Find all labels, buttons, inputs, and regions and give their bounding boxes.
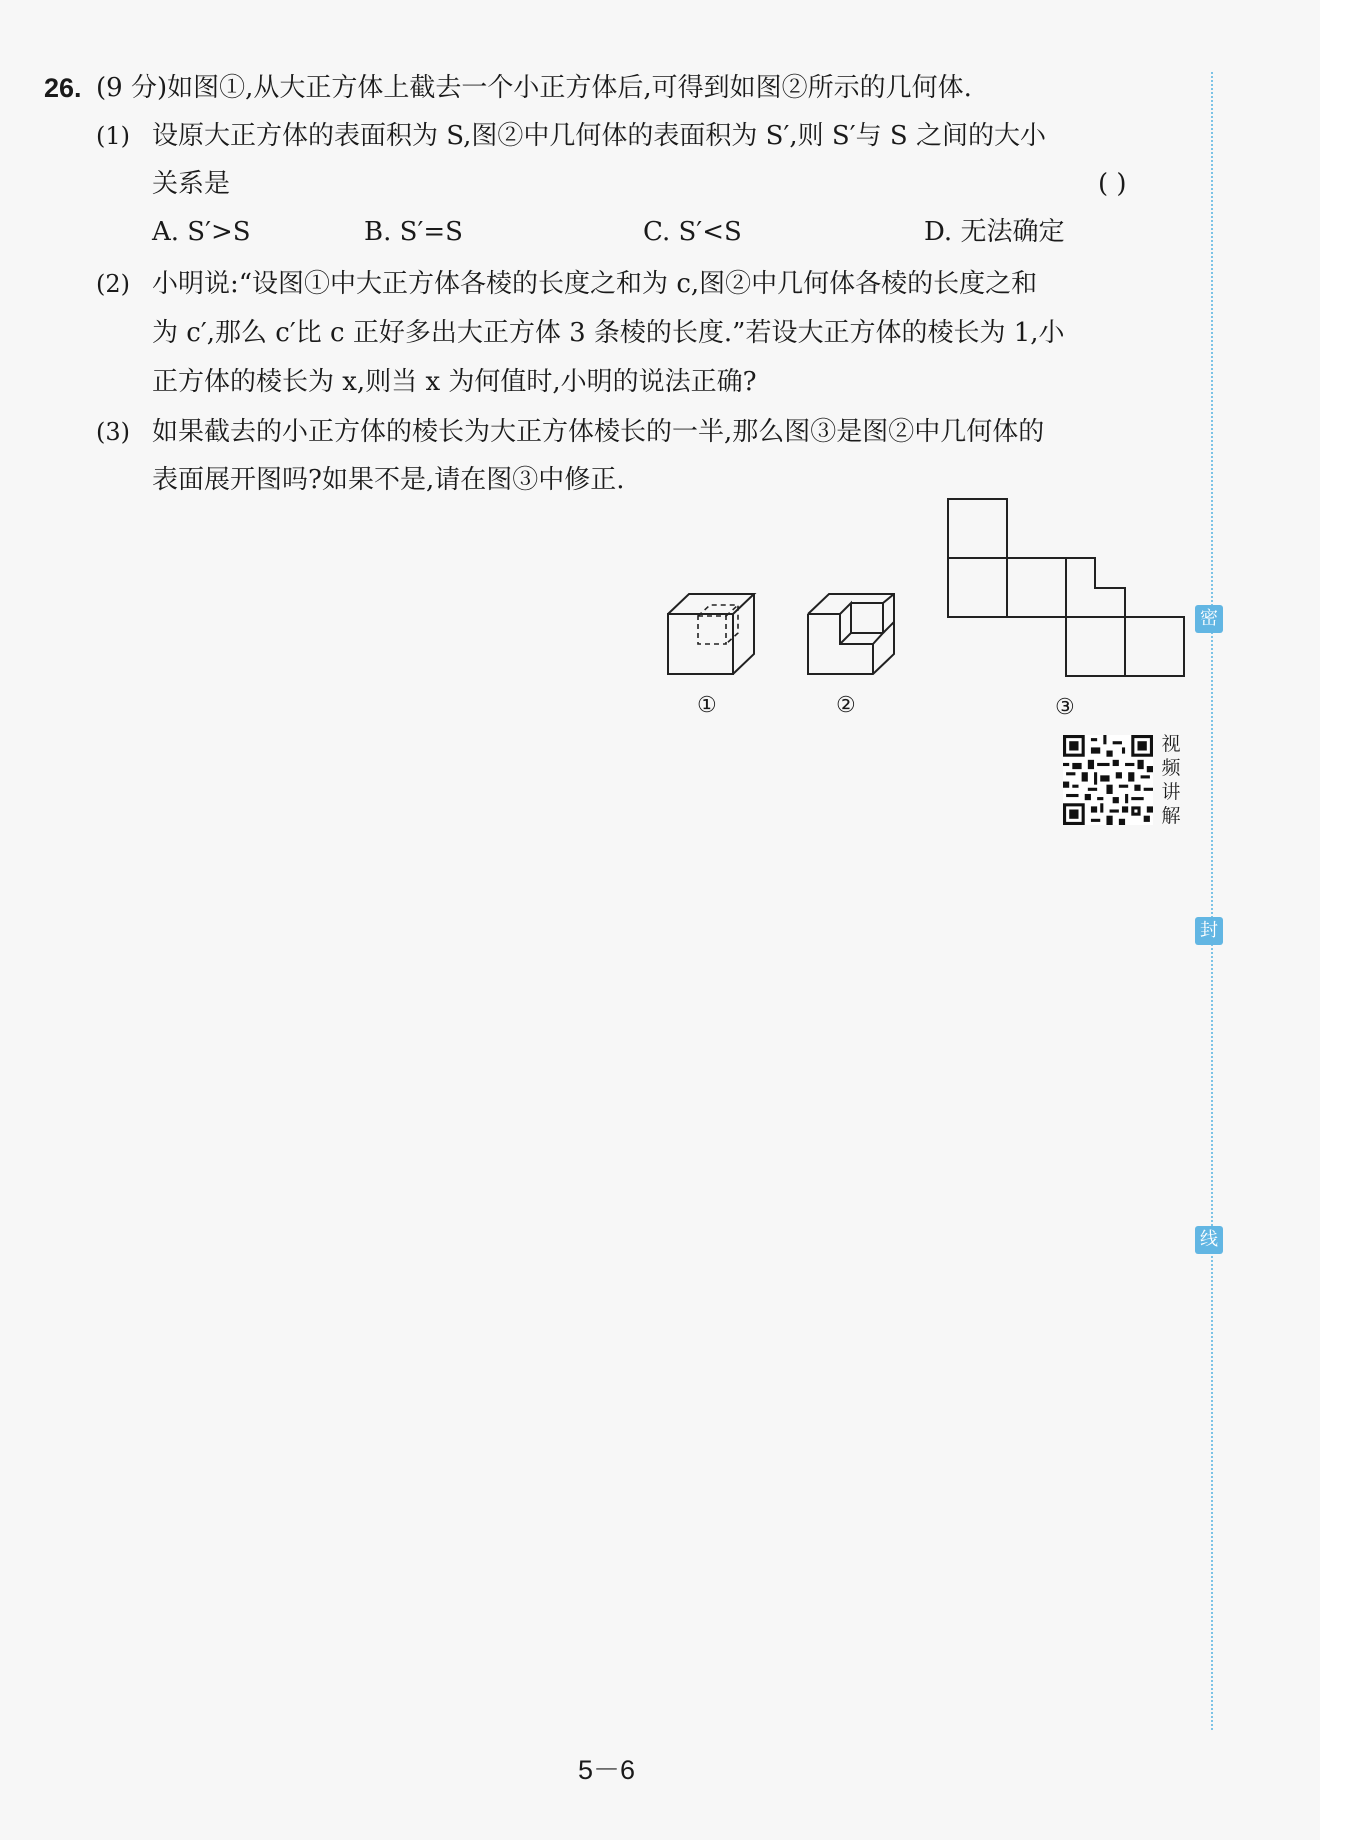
page-number: 5－6 [578,1755,636,1785]
qr-caption-char: 讲 [1161,781,1181,803]
qr-caption-char: 频 [1161,757,1181,779]
figure-1-cube [668,594,754,674]
part3-line2: 表面展开图吗?如果不是,请在图③中修正. [152,465,625,495]
option-c: C. S′<S [643,217,742,247]
qr-caption-char: 解 [1161,805,1181,827]
question-number: 26. [44,73,82,103]
qr-code-icon[interactable] [1063,735,1153,825]
figure-1-label: ① [697,693,717,718]
option-a: A. S′>S [152,217,251,247]
part3-label: (3) [96,418,130,446]
figure-2-cut-cube [808,594,894,674]
part2-label: (2) [96,270,130,298]
answer-paren: ( ) [1098,169,1127,199]
qr-caption [1159,732,1183,828]
question-intro: (9 分)如图①,从大正方体上截去一个小正方体后,可得到如图②所示的几何体. [96,73,972,103]
option-b: B. S′=S [364,217,463,247]
qr-caption-char: 视 [1161,733,1181,755]
binding-dotted-line [1211,72,1213,1730]
binding-tab-xian: 线 [1195,1226,1223,1254]
part2-line2: 为 c′,那么 c′比 c 正好多出大正方体 3 条棱的长度.”若设大正方体的棱长为 1,小 [152,318,1065,348]
figure-2-label: ② [836,693,856,718]
figure-3-net [948,499,1184,676]
binding-tab-mi: 密 [1195,605,1223,633]
part1-line1: 设原大正方体的表面积为 S,图②中几何体的表面积为 S′,则 S′与 S 之间的大小 [152,121,1046,151]
option-d: D. 无法确定 [924,217,1065,247]
part1-label: (1) [96,122,130,150]
part2-line3: 正方体的棱长为 x,则当 x 为何值时,小明的说法正确? [152,367,757,397]
binding-tab-feng: 封 [1195,917,1223,945]
part2-line1: 小明说:“设图①中大正方体各棱的长度之和为 c,图②中几何体各棱的长度之和 [152,269,1038,299]
figure-3-label: ③ [1055,695,1075,720]
part3-line1: 如果截去的小正方体的棱长为大正方体棱长的一半,那么图③是图②中几何体的 [152,417,1045,447]
part1-line2: 关系是 [152,169,231,199]
